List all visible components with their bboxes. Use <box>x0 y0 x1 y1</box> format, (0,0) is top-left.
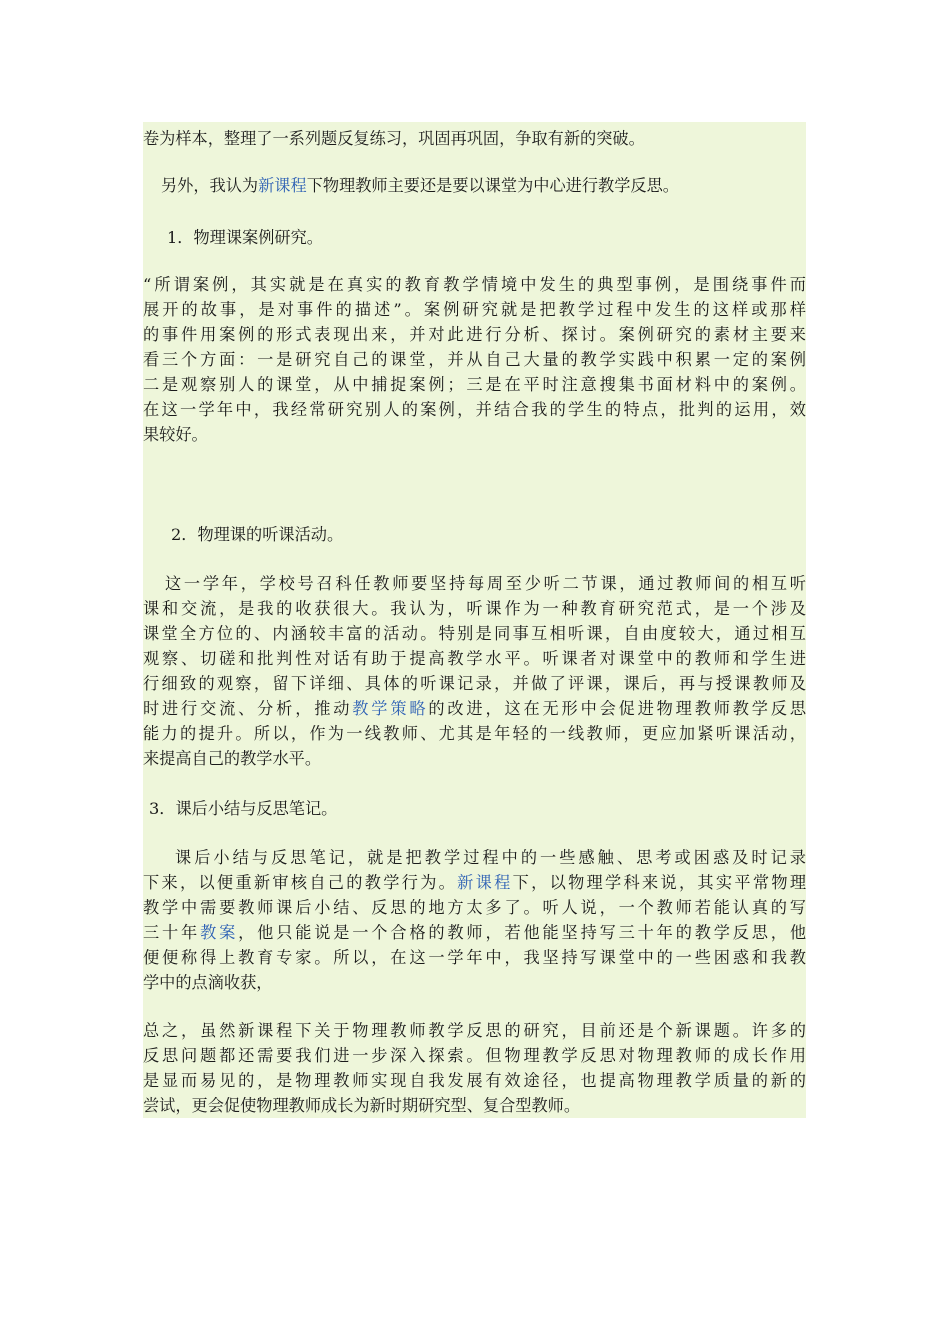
text-span: 另外，我认为 <box>161 176 259 195</box>
paragraph-line <box>143 697 806 721</box>
paragraph-line: 在这一学年中，我经常研究别人的案例，并结合我的学生的特点，批判的运用，效 <box>143 400 806 419</box>
link-teaching-strategy[interactable]: 教学策略 <box>352 699 429 718</box>
paragraph-line <box>143 871 806 895</box>
text-span: 时进行交流、分析，推动 <box>143 699 353 718</box>
text-span: 下，以物理学科来说，其实平常物理 <box>512 873 806 892</box>
section-heading-3: 3．课后小结与反思笔记。 <box>149 799 338 818</box>
paragraph-line: 来提高自己的教学水平。 <box>143 749 322 768</box>
paragraph-line: 课和交流，是我的收获很大。我认为，听课作为一种教育研究范式，是一个涉及 <box>143 599 806 618</box>
text-span: 下物理教师主要还是要以课堂为中心进行教学反思。 <box>306 176 679 195</box>
text-span: ，他只能说是一个合格的教师，若他能坚持写三十年的教学反思，他 <box>238 923 806 942</box>
section-heading-1: 1．物理课案例研究。 <box>167 228 323 247</box>
paragraph-line: 行细致的观察，留下详细、具体的听课记录，并做了评课，课后，再与授课教师及 <box>143 674 806 693</box>
paragraph-line: 这一学年，学校号召科任教师要坚持每周至少听二节课，通过教师间的相互听 <box>165 574 806 593</box>
text-span: 下来，以便重新审核自己的教学行为。 <box>143 873 458 892</box>
paragraph-line: “所谓案例，其实就是在真实的教育教学情境中发生的典型事例，是围绕事件而 <box>143 275 806 294</box>
paragraph-line: 反思问题都还需要我们进一步深入探索。但物理教学反思对物理教师的成长作用 <box>143 1046 806 1065</box>
document-page <box>143 122 806 1118</box>
paragraph-line: 的事件用案例的形式表现出来，并对此进行分析、探讨。案例研究的素材主要来 <box>143 325 806 344</box>
paragraph-line: 是显而易见的，是物理教师实现自我发展有效途径，也提高物理教学质量的新的 <box>143 1071 806 1090</box>
paragraph-line: 二是观察别人的课堂，从中捕捉案例；三是在平时注意搜集书面材料中的案例。 <box>143 375 806 394</box>
text-span: 三十年 <box>143 923 201 942</box>
paragraph-line: 总之，虽然新课程下关于物理教师教学反思的研究，目前还是个新课题。许多的 <box>143 1021 806 1040</box>
paragraph-line: 展开的故事，是对事件的描述”。案例研究就是把教学过程中发生的这样或那样 <box>143 300 806 319</box>
paragraph-line: 卷为样本，整理了一系列题反复练习，巩固再巩固，争取有新的突破。 <box>143 129 645 148</box>
paragraph-line: 能力的提升。所以，作为一线教师、尤其是年轻的一线教师，更应加紧听课活动， <box>143 724 806 743</box>
paragraph-line: 课后小结与反思笔记，就是把教学过程中的一些感触、思考或困惑及时记录 <box>175 848 806 867</box>
paragraph-line: 便便称得上教育专家。所以，在这一学年中，我坚持写课堂中的一些困惑和我教 <box>143 948 806 967</box>
paragraph-line: 学中的点滴收获， <box>143 973 273 992</box>
text-span: 的改进，这在无形中会促进物理教师教学反思 <box>428 699 806 718</box>
link-new-curriculum[interactable]: 新课程 <box>258 176 307 195</box>
paragraph-line: 看三个方面：一是研究自己的课堂，并从自己大量的教学实践中积累一定的案例 <box>143 350 806 369</box>
paragraph-line: 果较好。 <box>143 425 208 444</box>
paragraph-line: 教学中需要教师课后小结、反思的地方太多了。听人说，一个教师若能认真的写 <box>143 898 806 917</box>
paragraph-line <box>143 921 806 945</box>
paragraph-line: 课堂全方位的、内涵较丰富的活动。特别是同事互相听课，自由度较大，通过相互 <box>143 624 806 643</box>
link-lesson-plan[interactable]: 教案 <box>200 923 239 942</box>
paragraph-line <box>143 174 824 198</box>
link-new-curriculum-2[interactable]: 新课程 <box>457 873 513 892</box>
paragraph-line: 观察、切磋和批判性对话有助于提高教学水平。听课者对课堂中的教师和学生进 <box>143 649 806 668</box>
paragraph-line: 尝试，更会促使物理教师成长为新时期研究型、复合型教师。 <box>143 1096 581 1115</box>
section-heading-2: 2．物理课的听课活动。 <box>171 525 344 544</box>
